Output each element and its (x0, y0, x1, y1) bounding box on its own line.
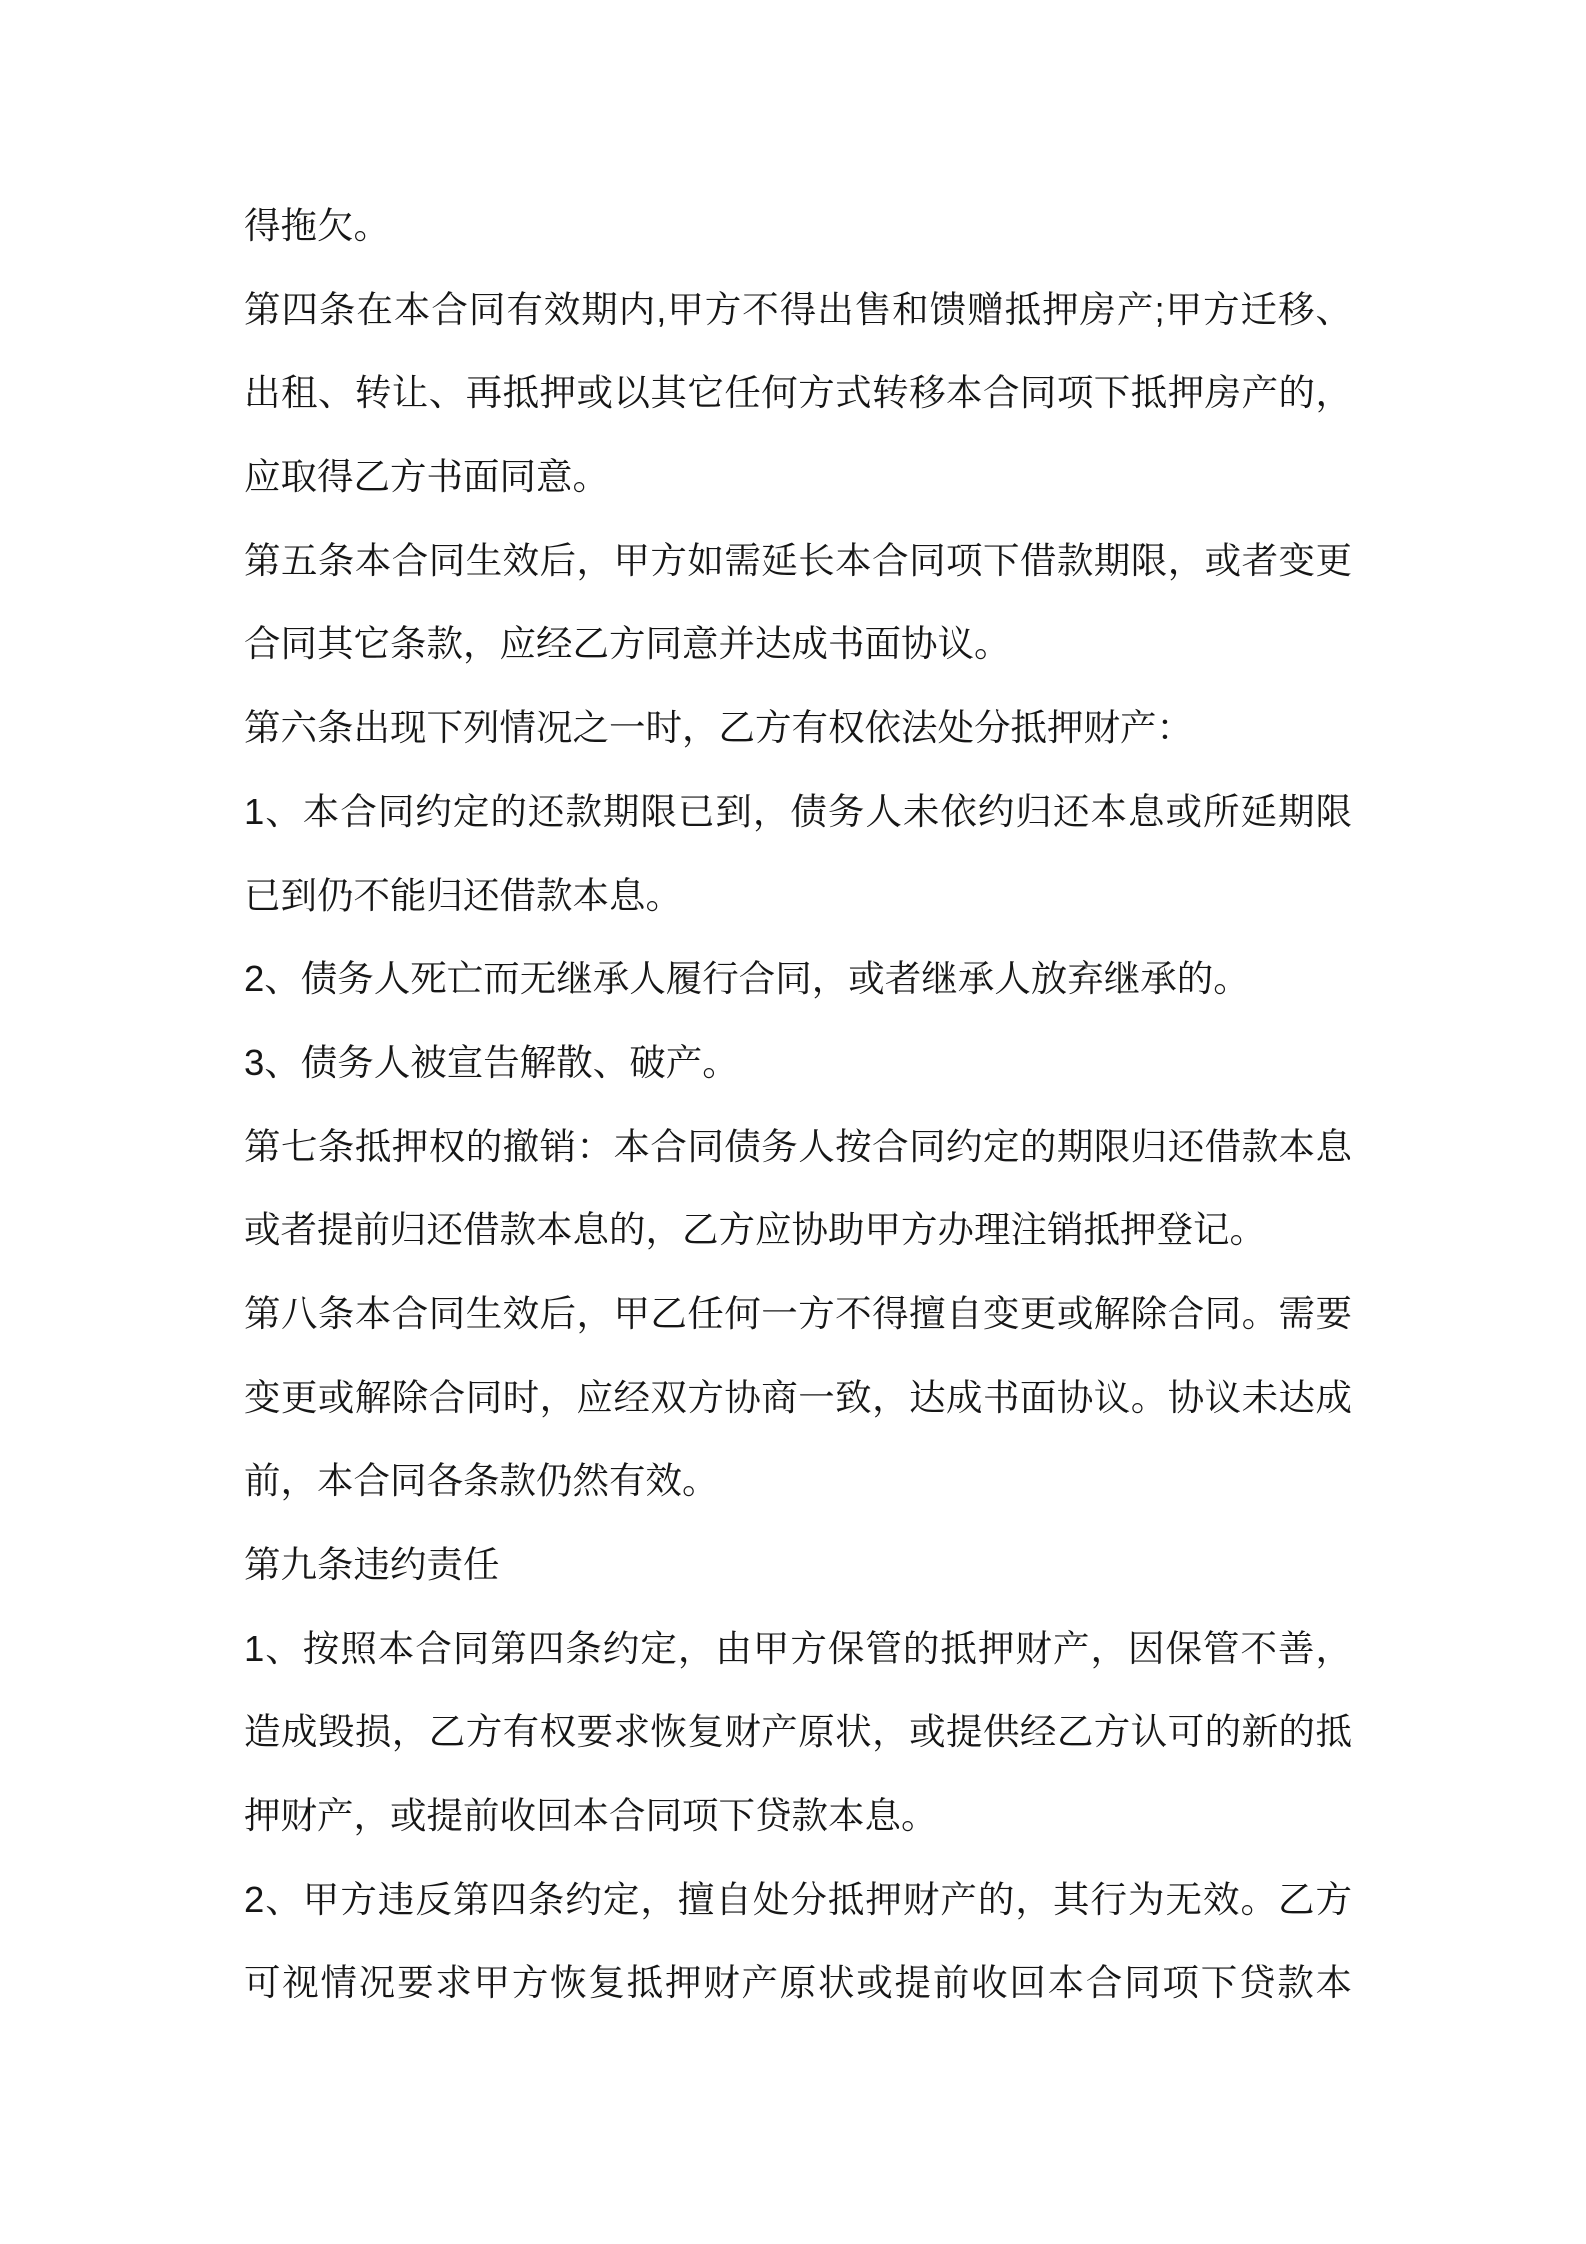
text-line: 3、债务人被宣告解散、破产。 (244, 1041, 739, 1083)
text-line: 第六条出现下列情况之一时，乙方有权依法处分抵押财产： (244, 707, 1193, 749)
text-line: 造成毁损，乙方有权要求恢复财产原状，或提供经乙方认可的新的抵 (244, 1711, 1352, 1753)
text-line: 可视情况要求甲方恢复抵押财产原状或提前收回本合同项下贷款本 (244, 1962, 1352, 2004)
paragraph-article-8 (244, 1272, 1352, 1523)
list-item-6-3 (244, 1021, 1352, 1105)
text-line: 变更或解除合同时，应经双方协商一致，达成书面协议。协议未达成 (244, 1376, 1352, 1418)
text-line: 1、本合同约定的还款期限已到，债务人未依约归还本息或所延期限 (244, 790, 1352, 832)
document-body (244, 184, 1352, 2025)
paragraph-article-6 (244, 686, 1352, 770)
text-line: 第九条违约责任 (244, 1544, 500, 1585)
text-line: 押财产，或提前收回本合同项下贷款本息。 (244, 1795, 938, 1837)
text-line: 合同其它条款，应经乙方同意并达成书面协议。 (244, 623, 1011, 665)
text-line: 第八条本合同生效后，甲乙任何一方不得擅自变更或解除合同。需要 (244, 1292, 1352, 1334)
paragraph-continuation (244, 184, 1352, 268)
text-line: 2、甲方违反第四条约定，擅自处分抵押财产的，其行为无效。乙方 (244, 1878, 1352, 1920)
list-item-6-1 (244, 770, 1352, 937)
text-line: 或者提前归还借款本息的，乙方应协助甲方办理注销抵押登记。 (244, 1209, 1266, 1251)
paragraph-article-4 (244, 268, 1352, 519)
list-item-9-2 (244, 1858, 1352, 2025)
list-item-9-1 (244, 1607, 1352, 1858)
paragraph-article-5 (244, 519, 1352, 686)
text-line: 1、按照本合同第四条约定，由甲方保管的抵押财产，因保管不善， (244, 1627, 1352, 1669)
text-line: 第五条本合同生效后，甲方如需延长本合同项下借款期限，或者变更 (244, 539, 1352, 581)
text-line: 得拖欠。 (244, 205, 390, 246)
text-line: 出租、转让、再抵押或以其它任何方式转移本合同项下抵押房产的， (244, 372, 1352, 414)
text-line: 2、债务人死亡而无继承人履行合同，或者继承人放弃继承的。 (244, 958, 1250, 1000)
list-item-6-2 (244, 937, 1352, 1021)
paragraph-article-7 (244, 1105, 1352, 1272)
paragraph-article-9-heading (244, 1523, 1352, 1607)
text-line: 第四条在本合同有效期内,甲方不得出售和馈赠抵押房产;甲方迁移、 (244, 288, 1352, 330)
text-line: 已到仍不能归还借款本息。 (244, 874, 682, 916)
text-line: 应取得乙方书面同意。 (244, 456, 609, 498)
text-line: 前，本合同各条款仍然有效。 (244, 1460, 719, 1502)
text-line: 第七条抵押权的撤销：本合同债务人按合同约定的期限归还借款本息 (244, 1125, 1352, 1167)
